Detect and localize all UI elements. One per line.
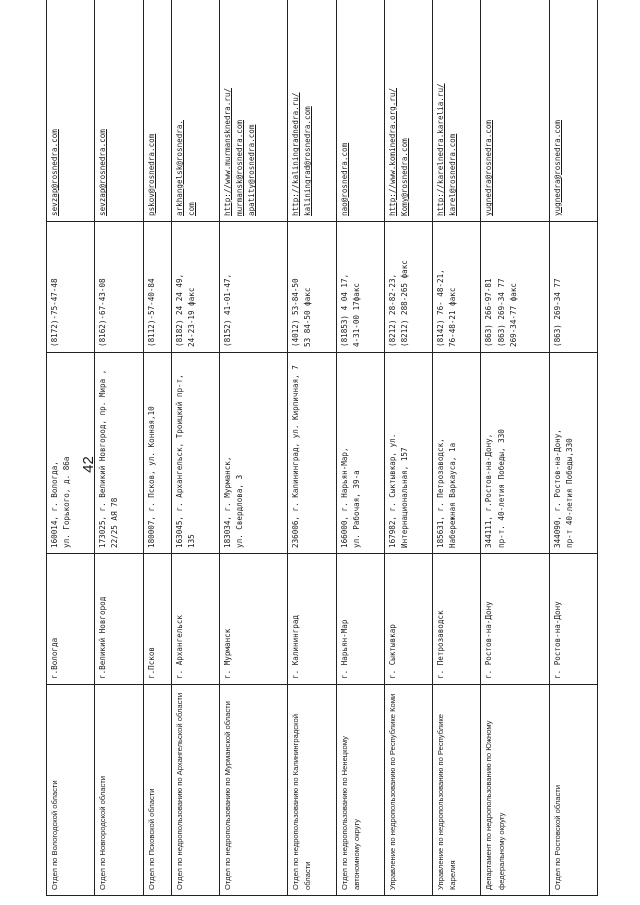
page-number: 42 [79,456,97,473]
office-name-cell: Управление по недропользованию по Республике Коми [384,685,432,896]
office-address-cell: 344111, г.Ростов-на-Дону, пр-т. 40-летия Победы, 330 [481,353,549,554]
office-city-cell: г. Нарьян-Мар [336,554,384,685]
table-row [171,0,219,896]
table-row [336,0,384,896]
office-city-cell: г.Вологда [47,554,95,685]
table-row [143,0,171,896]
table-row [481,0,549,896]
office-phone-cell: (4012) 53-84-50 53 84-50 факс [288,222,336,353]
office-phone-cell: (863) 266-97-81 (863) 269-34 77 269-34-77 факс [481,222,549,353]
contact-link[interactable]: nao@rosnedra.com [339,142,349,216]
contact-link[interactable]: http://www.murmansknedra.ru/ [223,87,233,216]
office-contact-cell [95,0,143,222]
table-row [288,0,336,896]
office-name-cell: Департамент по недропользованию по Южному федеральному округу [481,685,549,896]
table-row [47,0,95,896]
contact-link[interactable]: pskov@rosnedra.com [146,133,156,216]
office-name-cell: Отдел по Вологодской области [47,685,95,896]
table-row [549,0,597,896]
office-phone-cell: (8172)-75-47-48 [47,222,95,353]
office-address-cell: 236006, г. Калининград, ул. Кирпичная, 7 [288,353,336,554]
office-contact-cell [481,0,549,222]
contact-link[interactable]: sevzap@rosnedra.com [50,129,59,216]
office-name-cell: Отдел по недропользованию по Ненецкому автономному округу [336,685,384,896]
office-contact-cell [336,0,384,222]
office-contact-cell [384,0,432,222]
offices-table-body [47,0,598,896]
contact-link[interactable]: karel@rosnedra.com [448,133,458,216]
contact-link[interactable]: yugnedra@rosnedra.com [484,119,494,216]
office-contact-cell [47,0,95,222]
office-phone-cell: (8112)-57-40-84 [143,222,171,353]
office-city-cell: г. Ростов-на-Дону [481,554,549,685]
offices-table [46,0,598,896]
contact-link[interactable]: arkhangelsk@rosnedra. [174,119,184,216]
office-address-cell: 173025, г. Великий Новгород, пр. Мира , 22/25 АЯ 78 [95,353,143,554]
rotated-page-content [46,41,598,896]
contact-link[interactable]: sevzap@rosnedra.com [98,129,108,216]
office-city-cell: г. Сыктывкар [384,554,432,685]
office-city-cell: г. Архангельск [171,554,219,685]
table-row [384,0,432,896]
office-city-cell: г.Великий Новгород [95,554,143,685]
office-city-cell: г.Псков [143,554,171,685]
office-contact-cell [288,0,336,222]
office-contact-cell [433,0,481,222]
contact-link[interactable]: yugnedra@rosnedra.com [552,119,562,216]
office-contact-cell [143,0,171,222]
office-phone-cell: (8212) 28-82-23, (8212) 288-265 факс [384,222,432,353]
office-address-cell: 185631, г. Петрозаводск, Набережная Варкауса, 1а [433,353,481,554]
office-contact-cell [171,0,219,222]
contact-link[interactable]: com [186,202,196,216]
office-address-cell: 167982, г. Сыктывкар, ул. Интернациональная, 157 [384,353,432,554]
office-contact-cell [549,0,597,222]
office-city-cell: г. Ростов-на-Дону [549,554,597,685]
office-phone-cell: (8162)-67-43-08 [95,222,143,353]
contact-link[interactable]: murmansk@rosnedra.com [235,119,245,216]
contact-link[interactable]: http://www.kominedra.org.ru/ [387,87,397,216]
contact-link[interactable]: apatity@rosnedra.com [247,124,257,216]
table-row [433,0,481,896]
office-contact-cell [220,0,288,222]
office-address-cell: 163045, г. Архангельск, Троицкий пр-т, 135 [171,353,219,554]
office-address-cell: 180007, г. Псков, ул. Конная,10 [143,353,171,554]
office-address-cell: 344090, г. Ростов-на-Дону, пр-т 40-летия Победы,330 [549,353,597,554]
office-name-cell: Отдел по Новгородской области [95,685,143,896]
office-city-cell: г. Петрозаводск [433,554,481,685]
office-name-cell: Отдел по Псковской области [143,685,171,896]
contact-link[interactable]: Komy@rosnedra.com [400,138,409,216]
office-phone-cell: (81853) 4 04 17, 4-31-00 17факс [336,222,384,353]
office-city-cell: г. Мурманск [220,554,288,685]
office-name-cell: Отдел по недропользованию по Архангельской области [171,685,219,896]
office-address-cell: 166000, г. Нарьян-Мар, ул. Рабочая, 39-а [336,353,384,554]
office-city-cell: г. Калининград [288,554,336,685]
office-name-cell: Отдел по недропользованию по Мурманской области [220,685,288,896]
office-name-cell: Отдел по недропользованию по Калининградской области [288,685,336,896]
table-row [95,0,143,896]
office-address-cell: 160014, г. Вологда, ул. Горького, д. 86а [47,353,95,554]
table-row [220,0,288,896]
office-address-cell: 183034, г. Мурманск, ул. Свердлова, 3 [220,353,288,554]
office-phone-cell: (863) 269-34 77 [549,222,597,353]
contact-link[interactable]: kaliningrad@rosnedra.com [303,106,313,216]
office-phone-cell: (8182) 24 24 49, 24-23-19 факс [171,222,219,353]
contact-link[interactable]: http://karelnedra.karelia.ru/ [436,83,446,216]
office-phone-cell: (8142) 76- 48-21, 76-48-21 факс [433,222,481,353]
contact-link[interactable]: http://kaliningradnedra.ru/ [291,92,301,216]
office-phone-cell: (8152) 41-01-47, [220,222,288,353]
office-name-cell: Отдел по Ростовской области [549,685,597,896]
office-name-cell: Управление по недропользованию по Республике Карелия [433,685,481,896]
